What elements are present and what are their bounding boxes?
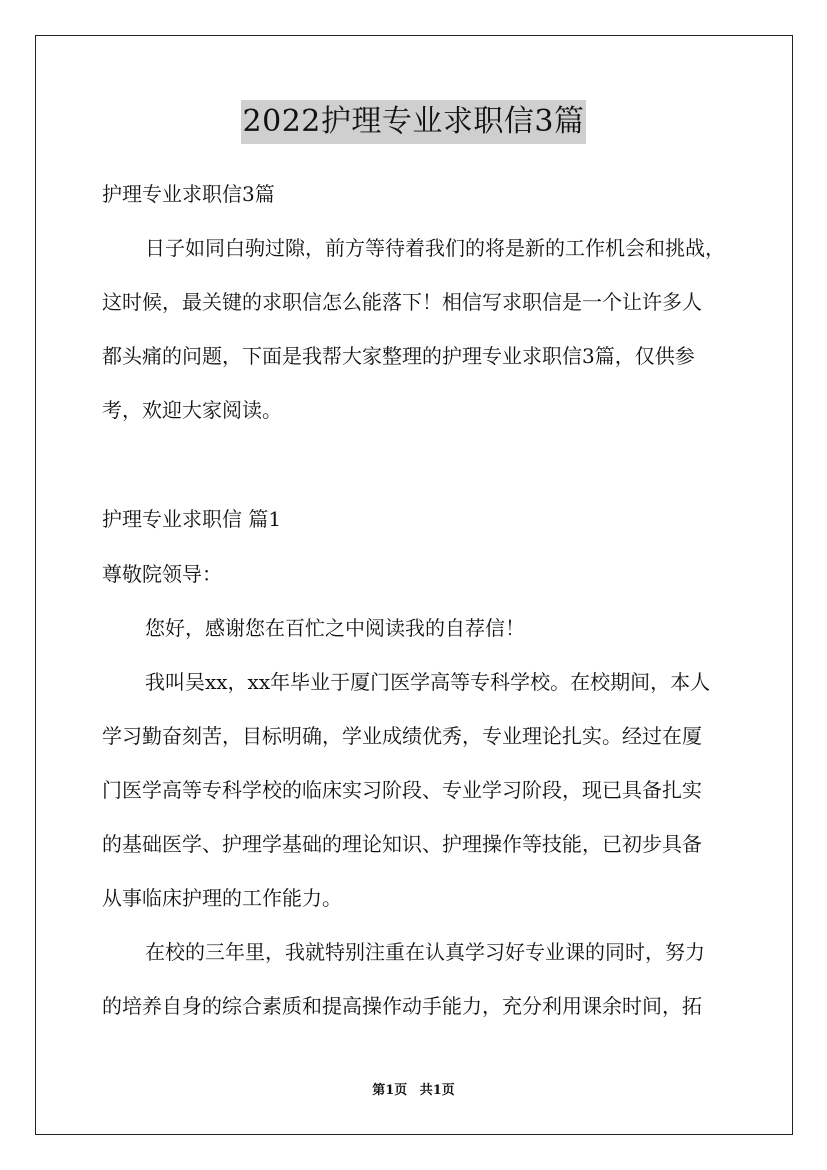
title-wrap xyxy=(0,100,827,144)
page-total: 共1页 xyxy=(419,1083,455,1098)
document-subtitle: 护理专业求职信3篇 xyxy=(102,182,275,206)
para1-line-3: 门医学高等专科学校的临床实习阶段、专业学习阶段，现已具备扎实 xyxy=(102,778,702,802)
para2-line-2: 的培养自身的综合素质和提高操作动手能力，充分利用课余时间，拓 xyxy=(102,994,702,1018)
salutation: 尊敬院领导： xyxy=(102,562,222,586)
intro-line-2: 这时候，最关键的求职信怎么能落下！相信写求职信是一个让许多人 xyxy=(102,290,702,314)
page-footer xyxy=(0,1082,827,1100)
intro-line-4: 考，欢迎大家阅读。 xyxy=(102,398,282,422)
para1-line-1: 我叫吴xx，xx年毕业于厦门医学高等专科学校。在校期间，本人 xyxy=(145,670,711,694)
document-title: 2022护理专业求职信3篇 xyxy=(241,100,587,144)
intro-line-3: 都头痛的问题，下面是我帮大家整理的护理专业求职信3篇，仅供参 xyxy=(102,344,695,368)
para1-line-4: 的基础医学、护理学基础的理论知识、护理操作等技能，已初步具备 xyxy=(102,832,702,856)
para1-line-5: 从事临床护理的工作能力。 xyxy=(102,886,342,910)
intro-line-1: 日子如同白驹过隙，前方等待着我们的将是新的工作机会和挑战， xyxy=(145,236,725,260)
para2-line-1: 在校的三年里，我就特别注重在认真学习好专业课的同时，努力 xyxy=(145,940,705,964)
para1-line-2: 学习勤奋刻苦，目标明确，学业成绩优秀，专业理论扎实。经过在厦 xyxy=(102,724,702,748)
page-number: 第1页 xyxy=(372,1083,408,1098)
greeting-line: 您好，感谢您在百忙之中阅读我的自荐信！ xyxy=(145,616,525,640)
section-heading: 护理专业求职信 篇1 xyxy=(102,507,282,531)
